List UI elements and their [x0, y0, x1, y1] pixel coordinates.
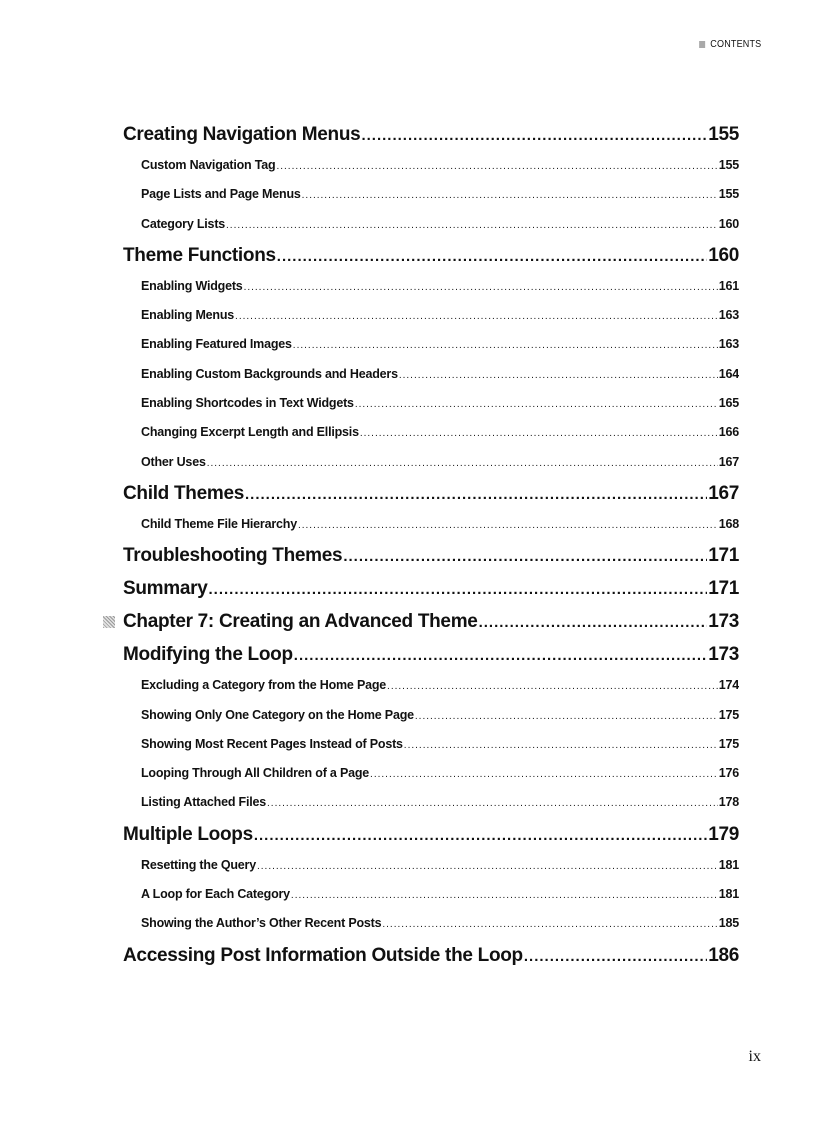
toc-chapter-entry[interactable] [123, 605, 739, 638]
toc-entry-title: Troubleshooting Themes [123, 539, 342, 572]
toc-section-entry[interactable] [123, 572, 739, 605]
toc-entry-page-number: 174 [719, 671, 739, 700]
toc-entry-title: Showing the Author’s Other Recent Posts [141, 909, 381, 938]
toc-entry-page-number: 160 [708, 239, 739, 272]
toc-section-entry[interactable] [123, 239, 739, 272]
toc-entry-title: Enabling Custom Backgrounds and Headers [141, 360, 398, 389]
toc-subsection-entry[interactable] [123, 701, 739, 730]
toc-subsection-entry[interactable] [123, 851, 739, 880]
toc-section-entry[interactable] [123, 539, 739, 572]
toc-entry-page-number: 178 [719, 788, 739, 817]
toc-entry-page-number: 166 [719, 418, 739, 447]
square-bullet-icon [699, 41, 705, 48]
toc-subsection-entry[interactable] [123, 151, 739, 180]
dot-leader [254, 819, 707, 851]
toc-entry-page-number: 168 [719, 510, 739, 539]
dot-leader [267, 789, 718, 817]
toc-entry-title: Custom Navigation Tag [141, 151, 275, 180]
dot-leader [226, 211, 718, 239]
toc-entry-page-number: 186 [708, 939, 739, 972]
toc-entry-page-number: 155 [708, 118, 739, 151]
running-head [699, 38, 761, 50]
toc-entry-page-number: 173 [708, 638, 739, 671]
toc-entry-title: Accessing Post Information Outside the Loop [123, 939, 523, 972]
toc-entry-page-number: 171 [708, 539, 739, 572]
dot-leader [277, 240, 707, 272]
dot-leader [302, 181, 718, 209]
toc-entry-page-number: 167 [719, 448, 739, 477]
dot-leader [524, 940, 707, 972]
toc-entry-page-number: 175 [719, 730, 739, 759]
dot-leader [360, 419, 718, 447]
toc-entry-title: Changing Excerpt Length and Ellipsis [141, 418, 359, 447]
toc-entry-page-number: 175 [719, 701, 739, 730]
toc-entry-title: Enabling Shortcodes in Text Widgets [141, 389, 354, 418]
toc-entry-title: Theme Functions [123, 239, 276, 272]
dot-leader [404, 731, 718, 759]
toc-entry-title: Showing Most Recent Pages Instead of Posts [141, 730, 403, 759]
toc-subsection-entry[interactable] [123, 759, 739, 788]
dot-leader [209, 573, 708, 605]
toc-subsection-entry[interactable] [123, 510, 739, 539]
toc-entry-title: Child Themes [123, 477, 244, 510]
toc-entry-page-number: 165 [719, 389, 739, 418]
dot-leader [361, 119, 707, 151]
toc-entry-title: Chapter 7: Creating an Advanced Theme [123, 605, 478, 638]
toc-entry-title: Multiple Loops [123, 818, 253, 851]
toc-entry-page-number: 155 [719, 151, 739, 180]
toc-entry-title: Enabling Menus [141, 301, 234, 330]
dot-leader [355, 390, 718, 418]
toc-entry-title: Page Lists and Page Menus [141, 180, 301, 209]
dot-leader [399, 361, 718, 389]
toc-entry-title: Modifying the Loop [123, 638, 293, 671]
toc-entry-title: Excluding a Category from the Home Page [141, 671, 386, 700]
toc-entry-page-number: 164 [719, 360, 739, 389]
toc-entry-title: Listing Attached Files [141, 788, 266, 817]
page-number: ix [748, 1048, 761, 1065]
toc-entry-page-number: 181 [719, 880, 739, 909]
toc-section-entry[interactable] [123, 939, 739, 972]
toc-section-entry[interactable] [123, 818, 739, 851]
toc-entry-page-number: 176 [719, 759, 739, 788]
toc-entry-title: Looping Through All Children of a Page [141, 759, 369, 788]
toc-entry-title: Summary [123, 572, 208, 605]
dot-leader [370, 760, 718, 788]
toc-entry-title: Resetting the Query [141, 851, 256, 880]
toc-subsection-entry[interactable] [123, 360, 739, 389]
dot-leader [276, 152, 717, 180]
toc-subsection-entry[interactable] [123, 730, 739, 759]
toc-entry-title: Child Theme File Hierarchy [141, 510, 297, 539]
toc-entry-page-number: 181 [719, 851, 739, 880]
toc-entry-title: Other Uses [141, 448, 206, 477]
dot-leader [244, 273, 718, 301]
toc-subsection-entry[interactable] [123, 671, 739, 700]
toc-subsection-entry[interactable] [123, 788, 739, 817]
toc-section-entry[interactable] [123, 118, 739, 151]
dot-leader [343, 540, 707, 572]
toc-entry-page-number: 173 [708, 605, 739, 638]
toc-subsection-entry[interactable] [123, 418, 739, 447]
table-of-contents [123, 118, 739, 972]
toc-subsection-entry[interactable] [123, 880, 739, 909]
toc-subsection-entry[interactable] [123, 210, 739, 239]
dot-leader [293, 331, 718, 359]
toc-entry-page-number: 179 [708, 818, 739, 851]
toc-entry-title: Showing Only One Category on the Home Page [141, 701, 414, 730]
dot-leader [479, 606, 708, 639]
toc-entry-page-number: 161 [719, 272, 739, 301]
dot-leader [207, 449, 718, 477]
dot-leader [415, 702, 718, 730]
toc-section-entry[interactable] [123, 638, 739, 671]
toc-subsection-entry[interactable] [123, 301, 739, 330]
toc-entry-title: Enabling Widgets [141, 272, 243, 301]
toc-entry-title: Creating Navigation Menus [123, 118, 360, 151]
dot-leader [257, 852, 718, 880]
toc-entry-title: Enabling Featured Images [141, 330, 292, 359]
dot-leader [245, 478, 707, 510]
toc-entry-page-number: 163 [719, 301, 739, 330]
dot-leader [294, 639, 707, 671]
dot-leader [382, 910, 717, 938]
toc-entry-page-number: 163 [719, 330, 739, 359]
dot-leader [387, 672, 718, 700]
toc-entry-page-number: 167 [708, 477, 739, 510]
toc-entry-page-number: 155 [719, 180, 739, 209]
dot-leader [291, 881, 718, 909]
toc-subsection-entry[interactable] [123, 180, 739, 209]
toc-entry-page-number: 160 [719, 210, 739, 239]
dot-leader [298, 511, 718, 539]
toc-subsection-entry[interactable] [123, 272, 739, 301]
toc-subsection-entry[interactable] [123, 448, 739, 477]
toc-subsection-entry[interactable] [123, 909, 739, 938]
toc-section-entry[interactable] [123, 477, 739, 510]
toc-entry-page-number: 171 [708, 572, 739, 605]
running-head-label: CONTENTS [709, 38, 761, 50]
dot-leader [235, 302, 718, 330]
toc-entry-title: A Loop for Each Category [141, 880, 290, 909]
toc-subsection-entry[interactable] [123, 330, 739, 359]
toc-entry-title: Category Lists [141, 210, 225, 239]
toc-entry-page-number: 185 [719, 909, 739, 938]
chapter-marker-icon [103, 616, 115, 628]
toc-subsection-entry[interactable] [123, 389, 739, 418]
